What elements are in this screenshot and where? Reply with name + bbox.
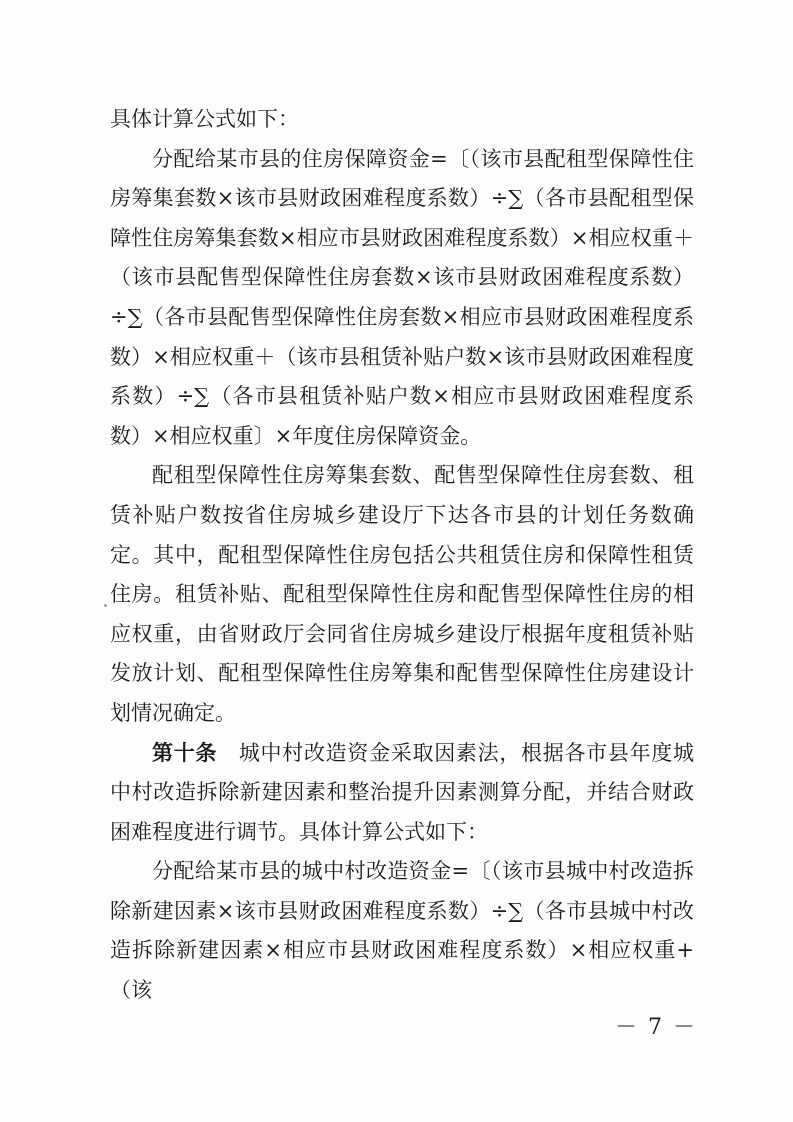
page-number: － 7 －: [615, 1015, 697, 1040]
paragraph-housing-formula: 分配给某市县的住房保障资金=〔（该市县配租型保障性住房筹集套数×该市县财政困难程度系数）÷∑（各市县配租型保障性住房筹集套数×相应市县财政困难程度系数）×相应权重＋（该市县配售型保障性住房套数×该市县财政困难程度系数）÷∑（各市县配售型保障性住房套数×相应市县财政困难程度系数）×相应权重＋（该市县租赁补贴户数×该市县财政困难程度系数）÷∑（各市县租赁补贴户数×相应市县财政困难程度系数）×相应权重〕×年度住房保障资金。: [110, 146, 694, 448]
article-10-text: 城中村改造资金采取因素法，根据各市县年度城中村改造拆除新建因素和整治提升因素测算分配，并结合财政困难程度进行调节。具体计算公式如下：: [110, 740, 695, 844]
paragraph-article-10: [110, 734, 694, 853]
paragraph-formula-intro: 具体计算公式如下：: [110, 107, 299, 131]
paragraph-housing-weights: 配租型保障性住房筹集套数、配售型保障性住房套数、租赁补贴户数按省住房城乡建设厅下达各市县的计划任务数确定。其中，配租型保障性住房包括公共租赁住房和保障性租赁住房。租赁补贴、配租型保障性住房和配售型保障性住房的相应权重，由省财政厅会同省住房城乡建设厅根据年度租赁补贴发放计划、配租型保障性住房筹集和配售型保障性住房建设计划情况确定。: [110, 463, 694, 725]
paragraph-village-formula: 分配给某市县的城中村改造资金=〔（该市县城中村改造拆除新建因素×该市县财政困难程度系数）÷∑（各市县城中村改造拆除新建因素×相应市县财政困难程度系数）×相应权重+（该: [110, 859, 694, 1003]
scan-speck: [104, 604, 107, 607]
document-body: [110, 100, 694, 1011]
article-number: 第十条: [152, 740, 218, 765]
